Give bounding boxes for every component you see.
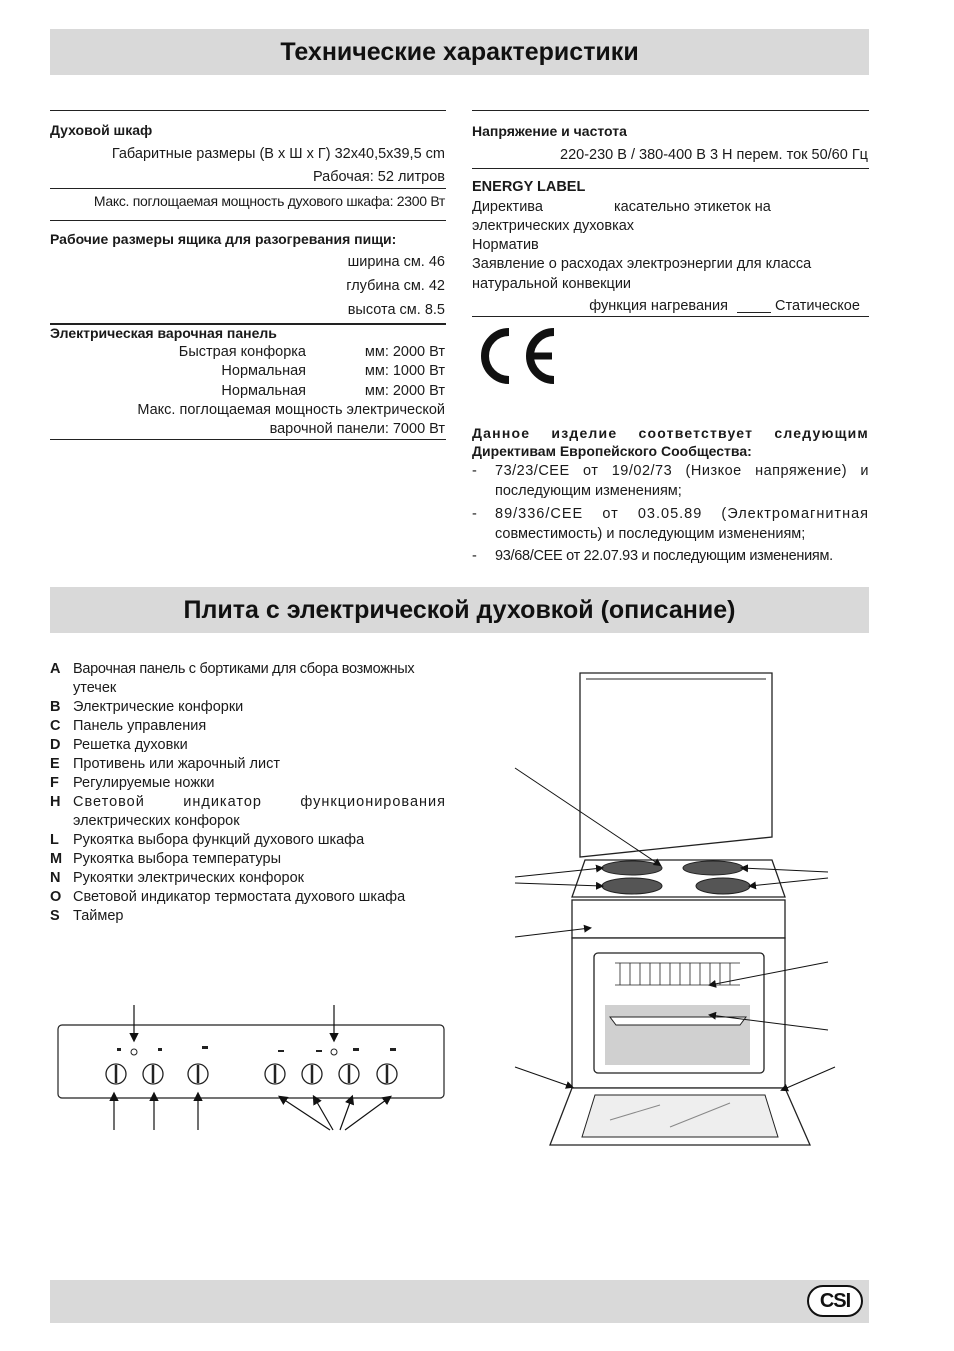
legend-text: утечек — [73, 680, 117, 696]
legend-item: A Варочная панель с бортиками для сбора возможных утечек — [50, 660, 446, 698]
legend-text: Решетка духовки — [73, 737, 188, 753]
energy-norm: Норматив — [472, 237, 539, 253]
directive-text: 73/23/CEE от 19/02/73 (Низкое напряжение) и — [495, 463, 869, 479]
legend-text: электрических конфорок — [73, 813, 240, 829]
legend-text: Панель управления — [73, 718, 207, 734]
csi-logo-text: CSI — [819, 1289, 851, 1312]
cooker-illustration — [510, 665, 840, 1170]
energy-heading: ENERGY LABEL — [472, 179, 586, 195]
hob-row-value: мм: 1000 Вт — [364, 363, 445, 379]
csi-logo — [807, 1285, 863, 1317]
hob-row-value: мм: 2000 Вт — [364, 344, 445, 360]
legend-text: Световой индикатор функционирования — [73, 794, 446, 810]
divider — [50, 188, 446, 189]
divider — [472, 168, 869, 169]
hob-row-value: мм: 2000 Вт — [364, 383, 445, 399]
legend-text: Таймер — [73, 908, 124, 924]
energy-heating-function: функция нагревания — [589, 298, 728, 314]
legend-text: Варочная панель с бортиками для сбора возможных — [73, 661, 415, 677]
specs-title-banner — [50, 29, 869, 75]
drawer-heading: Рабочие размеры ящика для разогревания пищи: — [50, 231, 397, 247]
directive-item: - 93/68/CEE от 22.07.93 и последующим изменениям. — [472, 546, 869, 568]
description-title-banner — [50, 587, 869, 633]
energy-statement: натуральной конвекции — [472, 276, 632, 292]
hob-row-name: Нормальная — [221, 363, 306, 379]
control-panel-illustration — [50, 1000, 450, 1135]
energy-directive: Директива — [472, 199, 543, 215]
drawer-width: ширина см. 46 — [347, 254, 445, 270]
footer-bar — [50, 1280, 869, 1323]
energy-directive-detail: касательно этикеток на — [614, 199, 771, 215]
legend-text: Световой индикатор термостата духового шкафа — [73, 889, 406, 905]
hob-row-name: Нормальная — [221, 383, 306, 399]
hob-heading: Электрическая варочная панель — [50, 325, 277, 341]
specs-title: Технические характеристики — [280, 37, 639, 66]
divider — [50, 439, 446, 440]
blank-line — [737, 312, 771, 313]
voltage-value: 220-230 В / 380-400 В 3 Н перем. ток 50/60 Гц — [560, 147, 868, 163]
legend-text: Рукоятка выбора температуры — [73, 851, 282, 867]
legend-text: Регулируемые ножки — [73, 775, 215, 791]
directive-text: последующим изменениям; — [495, 483, 682, 499]
oven-volume: Рабочая: 52 литров — [312, 169, 445, 185]
legend-text: Электрические конфорки — [73, 699, 244, 715]
directive-text: 89/336/CEE от 03.05.89 (Электромагнитная — [495, 506, 869, 522]
voltage-heading: Напряжение и частота — [472, 123, 627, 139]
conformity-intro: Директивам Европейского Сообщества: — [472, 443, 752, 459]
hob-max-power: варочной панели: 7000 Вт — [269, 421, 445, 437]
ce-mark-icon — [472, 322, 560, 390]
divider — [472, 110, 869, 111]
divider — [472, 316, 869, 317]
legend-text: Рукоятка выбора функций духового шкафа — [73, 832, 365, 848]
description-title: Плита с электрической духовкой (описание) — [183, 595, 736, 624]
energy-heating-type: Статическое — [775, 298, 860, 314]
oven-max-power: Макс. поглощаемая мощность духового шкафа: 2300 Вт — [93, 193, 445, 209]
legend-text: Рукоятки электрических конфорок — [73, 870, 305, 886]
directive-text: совместимость) и последующим изменениям; — [495, 526, 806, 542]
directive-item: - 89/336/CEE от 03.05.89 (Электромагнитная совместимость) и последующим изменениям; — [472, 504, 869, 546]
divider — [50, 220, 446, 221]
directive-text: 93/68/CEE от 22.07.93 и последующим изменениям. — [495, 548, 833, 564]
hob-row-name: Быстрая конфорка — [178, 344, 306, 360]
oven-dimensions: Габаритные размеры (В х Ш х Г) 32х40,5х39,5 cm — [111, 146, 445, 162]
oven-heading: Духовой шкаф — [50, 122, 153, 138]
legend-text: Противень или жарочный лист — [73, 756, 280, 772]
directive-item: - 73/23/CEE от 19/02/73 (Низкое напряжение) и последующим изменениям; — [472, 461, 869, 503]
drawer-depth: глубина см. 42 — [346, 278, 445, 294]
energy-statement: Заявление о расходах электроэнергии для класса — [472, 256, 812, 272]
divider — [50, 110, 446, 111]
conformity-intro: Данное изделие соответствует следующим — [472, 425, 869, 441]
hob-max-power: Макс. поглощаемая мощность электрической — [137, 402, 445, 418]
energy-directive-cont: электрических духовках — [472, 218, 635, 234]
drawer-height: высота см. 8.5 — [347, 302, 445, 318]
legend-item: H Световой индикатор функционирования электрических конфорок — [50, 794, 446, 829]
